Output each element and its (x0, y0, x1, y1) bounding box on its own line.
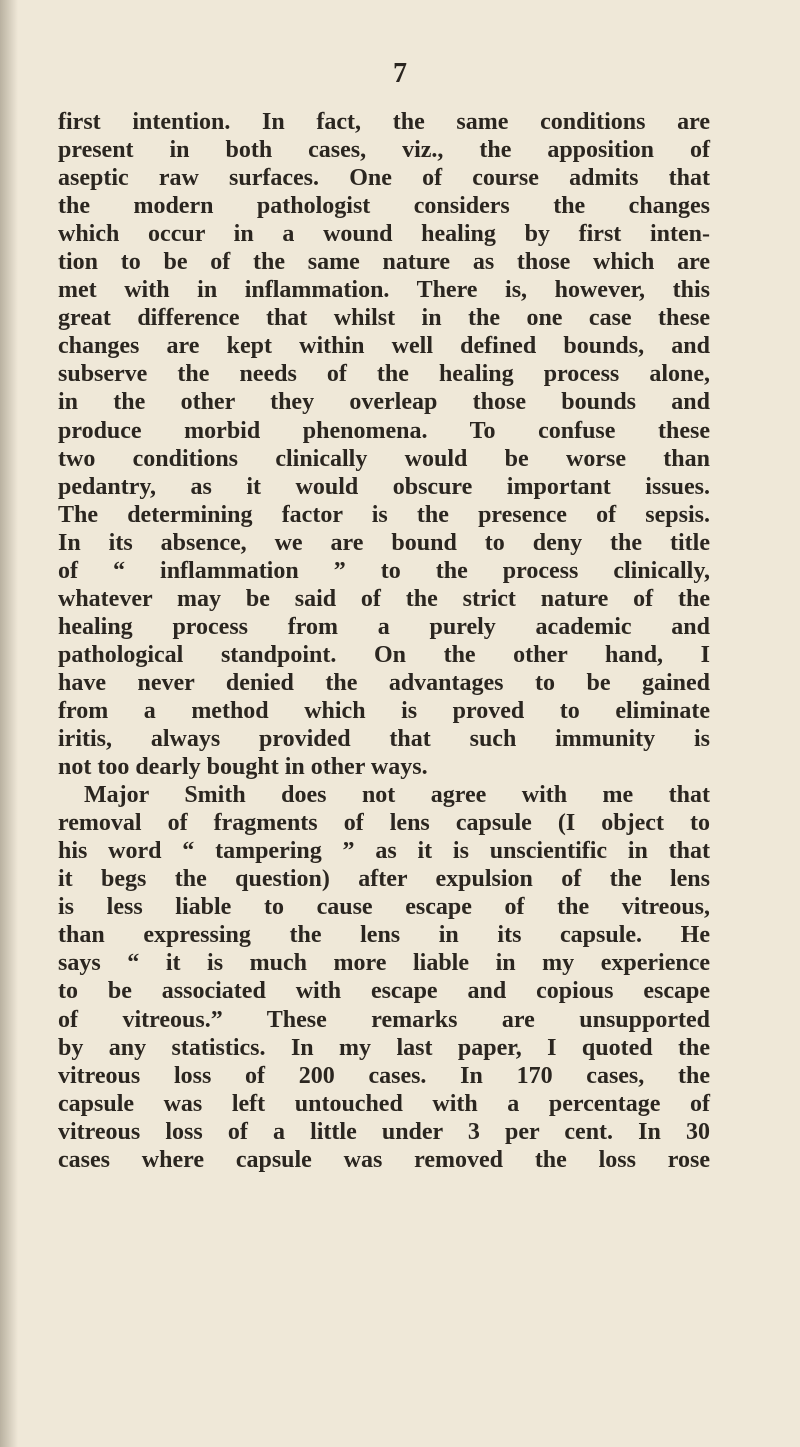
text-line: met with in inflammation. There is, however, this (58, 277, 710, 304)
text-line: from a method which is proved to eliminate (58, 697, 710, 724)
text-line: present in both cases, viz., the apposition of (58, 137, 710, 164)
text-line: first intention. In fact, the same conditions are (58, 109, 710, 135)
text-line: the modern pathologist considers the changes (58, 193, 710, 220)
text-line: in the other they overleap those bounds and (58, 389, 710, 416)
text-line: aseptic raw surfaces. One of course admits that (58, 165, 710, 192)
text-line: vitreous loss of a little under 3 per cent. In 30 (58, 1118, 710, 1145)
text-line: is less liable to cause escape of the vitreous, (58, 894, 710, 921)
text-line: by any statistics. In my last paper, I quoted the (58, 1034, 710, 1061)
text-line: pathological standpoint. On the other hand, I (58, 641, 710, 668)
text-line: capsule was left untouched with a percentage of (58, 1090, 710, 1117)
text-line: two conditions clinically would be worse than (58, 445, 710, 472)
text-line: than expressing the lens in its capsule. He (58, 922, 710, 949)
text-line: removal of fragments of lens capsule (I object to (58, 810, 710, 837)
text-line: In its absence, we are bound to deny the title (58, 529, 710, 556)
text-line: not too dearly bought in other ways. (58, 754, 428, 781)
text-line: cases where capsule was removed the loss rose (58, 1146, 710, 1173)
text-line: great difference that whilst in the one case these (58, 305, 710, 332)
text-line: whatever may be said of the strict nature of the (58, 585, 710, 612)
text-line: of vitreous.” These remarks are unsupported (58, 1006, 710, 1033)
text-line: produce morbid phenomena. To confuse these (58, 417, 710, 444)
text-line: healing process from a purely academic and (58, 613, 710, 640)
text-line: have never denied the advantages to be gained (58, 669, 710, 696)
text-line: changes are kept within well defined bounds, and (58, 333, 710, 360)
binding-shadow (0, 0, 18, 1447)
text-line: which occur in a wound healing by first inten- (58, 221, 710, 248)
text-line: says “ it is much more liable in my experience (58, 950, 710, 977)
body-text (58, 108, 710, 1174)
text-line: pedantry, as it would obscure important issues. (58, 473, 710, 500)
text-line: to be associated with escape and copious escape (58, 978, 710, 1005)
text-line: tion to be of the same nature as those which are (58, 249, 710, 276)
text-line: of “ inflammation ” to the process clinically, (58, 557, 710, 584)
text-line: Major Smith does not agree with me that (84, 782, 710, 809)
text-line: his word “ tampering ” as it is unscientific in that (58, 838, 710, 865)
page-number: 7 (393, 58, 407, 89)
text-line: iritis, always provided that such immunity is (58, 726, 710, 753)
text-line: subserve the needs of the healing process alone, (58, 361, 710, 388)
text-line: The determining factor is the presence of sepsis. (58, 501, 710, 528)
text-line: vitreous loss of 200 cases. In 170 cases, the (58, 1062, 710, 1089)
text-line: it begs the question) after expulsion of the lens (58, 866, 710, 893)
